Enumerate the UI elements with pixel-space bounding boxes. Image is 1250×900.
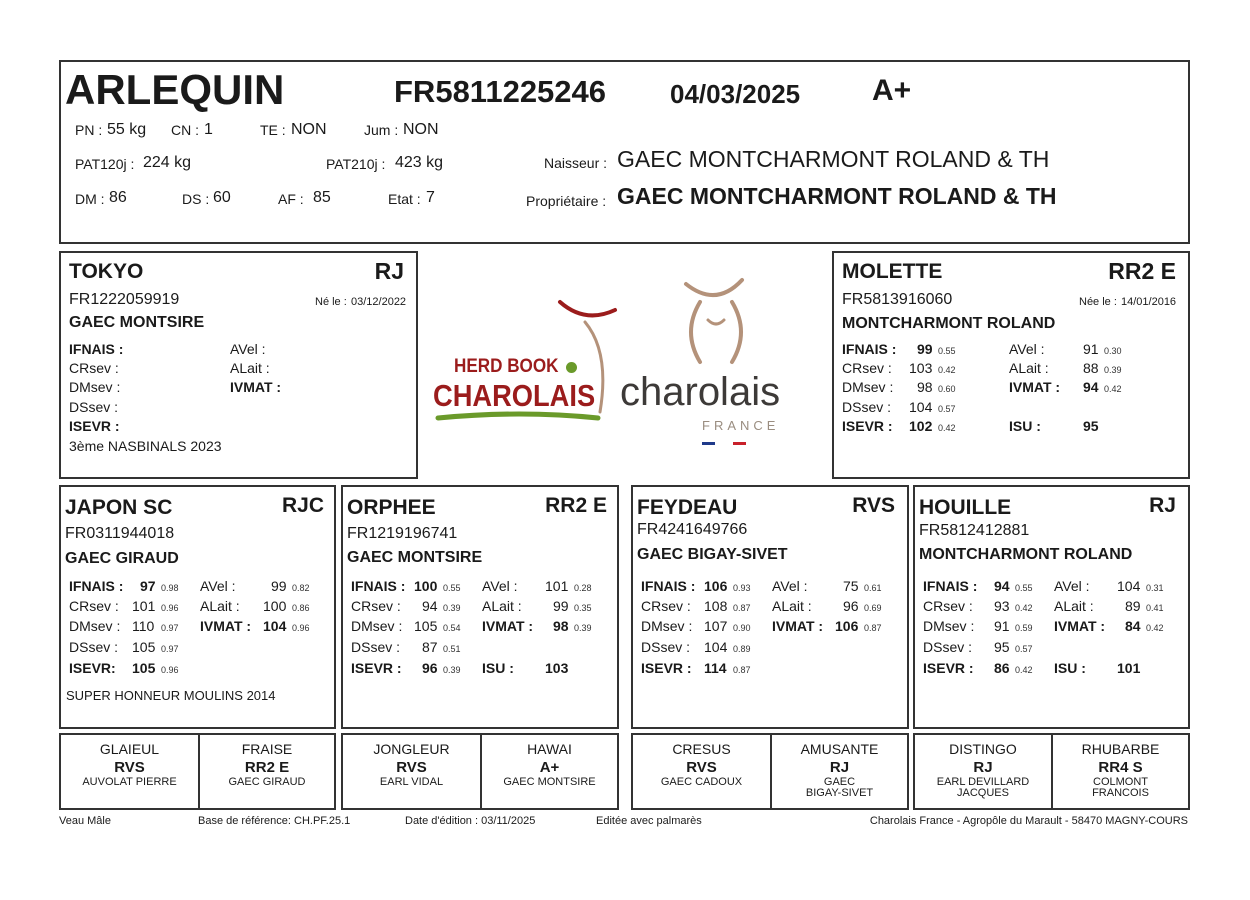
dam-isu: 95 (1083, 418, 1099, 434)
gp3-ifnais-cd: 0.93 (733, 583, 751, 593)
gp2-ivmat-label: IVMAT : (482, 618, 534, 634)
great-grandparents-group-4 (913, 733, 1190, 810)
dm-label: DM : (75, 191, 105, 207)
gp3-dmsev: 107 (704, 618, 728, 634)
gp3-dmsev-cd: 0.90 (733, 623, 751, 633)
sire-born-label: Né le : (315, 296, 347, 308)
gp2-alait: 99 (553, 598, 569, 614)
dam-dmsev: 98 (917, 379, 933, 395)
dam-owner: MONTCHARMONT ROLAND (842, 315, 1056, 332)
gp2-isu: 103 (545, 660, 569, 676)
ggp-code: A+ (539, 759, 560, 776)
gp3-isevr: 114 (704, 660, 727, 676)
gp1-crsev-cd: 0.96 (161, 603, 179, 613)
dam-card (832, 251, 1190, 479)
footer-sex: Veau Mâle (59, 815, 111, 827)
gp2-ifnais-cd: 0.55 (443, 583, 461, 593)
ggp-owner: AUVOLAT PIERRE (82, 776, 177, 788)
gp1-crsev-label: CRsev : (69, 598, 119, 614)
ggp-name: RHUBARBE (1081, 741, 1160, 757)
gp2-isevr: 96 (422, 660, 438, 676)
gp3-owner: GAEC BIGAY-SIVET (637, 546, 788, 563)
dm-value: 86 (109, 189, 127, 206)
gp3-code: RVS (852, 494, 895, 517)
animal-grade: A+ (872, 74, 912, 107)
gp2-dssev-label: DSsev : (351, 639, 401, 655)
herdbook-horns-icon (420, 262, 620, 442)
sire-isevr-label: ISEVR : (69, 418, 120, 434)
great-grandparents-group-1 (59, 733, 336, 810)
french-flag-icon (702, 442, 746, 445)
gp4-isu-label: ISU : (1054, 660, 1086, 676)
sire-alait-label: ALait : (230, 360, 270, 376)
sire-name: TOKYO (69, 260, 144, 283)
dam-id: FR5813916060 (842, 291, 953, 308)
gp1-dmsev-cd: 0.97 (161, 623, 179, 633)
logo-area (420, 262, 830, 472)
dam-crsev: 103 (909, 360, 933, 376)
gp4-isu: 101 (1117, 660, 1141, 676)
gp3-id: FR4241649766 (637, 521, 748, 538)
gp1-palmares: SUPER HONNEUR MOULINS 2014 (66, 688, 276, 703)
ggp-name: DISTINGO (949, 741, 1017, 757)
gp4-crsev-cd: 0.42 (1015, 603, 1033, 613)
pat210-value: 423 kg (395, 154, 444, 171)
gp1-ivmat-cd: 0.96 (292, 623, 310, 633)
gp4-avel: 104 (1117, 578, 1141, 594)
sire-palmares: 3ème NASBINALS 2023 (69, 438, 222, 454)
naisseur-label: Naisseur : (544, 155, 608, 171)
ggp-code: RJ (973, 759, 993, 776)
ggp-name: JONGLEUR (373, 741, 450, 757)
ggp-code: RJ (829, 759, 850, 776)
dam-dssev: 104 (909, 399, 933, 415)
gp3-crsev: 108 (704, 598, 728, 614)
ggp-cell-3 (343, 735, 482, 808)
dam-born: 14/01/2016 (1121, 296, 1177, 308)
ggp-cell-8 (1053, 735, 1188, 808)
charolais-france-logo (620, 262, 830, 462)
cn-value: 1 (204, 121, 213, 138)
gp4-dssev: 95 (994, 639, 1010, 655)
ggp-code: RVS (396, 759, 427, 776)
gp2-dssev-cd: 0.51 (443, 644, 461, 654)
ggp-owner: EARL DEVILLARD (936, 776, 1030, 788)
ds-label: DS : (182, 191, 210, 207)
herdbook-logo (420, 262, 620, 442)
ggp-cell-7 (915, 735, 1053, 808)
dam-dssev-cd: 0.57 (938, 404, 956, 414)
gp3-avel-cd: 0.61 (864, 583, 882, 593)
dam-ifnais: 99 (917, 341, 933, 357)
gp3-isevr-label: ISEVR : (641, 660, 692, 676)
ggp-name: GLAIEUL (99, 741, 160, 757)
dam-name: MOLETTE (842, 260, 943, 283)
proprietaire-label: Propriétaire : (526, 193, 607, 209)
dam-code: RR2 E (1108, 258, 1176, 284)
etat-value: 7 (426, 189, 435, 206)
gp3-crsev-label: CRsev : (641, 598, 691, 614)
dam-alait: 88 (1083, 360, 1099, 376)
af-value: 85 (313, 189, 331, 206)
dam-ivmat-label: IVMAT : (1009, 379, 1061, 395)
gp1-id: FR0311944018 (65, 525, 175, 542)
jum-value: NON (403, 121, 439, 138)
footer-palmares: Editée avec palmarès (596, 815, 702, 827)
gp4-ivmat: 84 (1125, 618, 1141, 634)
gp4-id: FR5812412881 (919, 522, 1030, 539)
ggp-cell-1 (61, 735, 200, 808)
ggp-owner: COLMONT (1093, 776, 1148, 788)
dam-crsev-label: CRsev : (842, 360, 892, 376)
gp2-avel-label: AVel : (482, 578, 518, 594)
gp2-dmsev-cd: 0.54 (443, 623, 461, 633)
sire-avel-label: AVel : (230, 341, 266, 357)
cn-label: CN : (171, 122, 199, 138)
gp1-alait: 100 (263, 598, 287, 614)
dam-ivmat: 94 (1083, 379, 1099, 395)
dam-isevr: 102 (909, 418, 933, 434)
sire-born: 03/12/2022 (351, 296, 407, 308)
dam-avel: 91 (1083, 341, 1099, 357)
gp3-dmsev-label: DMsev : (641, 618, 693, 634)
gp2-dmsev: 105 (414, 618, 438, 634)
gp2-ifnais-label: IFNAIS : (351, 578, 406, 594)
footer-organization: Charolais France - Agropôle du Marault - 58470 MAGNY-COURS (869, 815, 1188, 827)
gp2-id: FR1219196741 (347, 525, 458, 542)
grandparent-card-2 (341, 485, 619, 729)
pn-label: PN : (75, 122, 103, 138)
ggp-owner-line2: BIGAY-SIVET (805, 787, 874, 799)
animal-id: FR5811225246 (394, 74, 607, 109)
gp4-alait: 89 (1125, 598, 1141, 614)
dam-avel-label: AVel : (1009, 341, 1045, 357)
sire-dssev-label: DSsev : (69, 399, 119, 415)
ggp-owner: GAEC GIRAUD (228, 776, 306, 788)
gp4-ivmat-label: IVMAT : (1054, 618, 1106, 634)
gp3-ifnais: 106 (704, 578, 728, 594)
gp2-avel-cd: 0.28 (574, 583, 592, 593)
great-grandparents-group-3 (631, 733, 909, 810)
dam-isevr-cd: 0.42 (938, 423, 956, 433)
gp3-alait-cd: 0.69 (864, 603, 882, 613)
gp2-ivmat: 98 (553, 618, 569, 634)
gp4-ifnais-label: IFNAIS : (923, 578, 978, 594)
gp4-isevr-cd: 0.42 (1015, 665, 1033, 675)
gp2-crsev-label: CRsev : (351, 598, 401, 614)
pat120-value: 224 kg (143, 154, 192, 171)
gp4-dssev-label: DSsev : (923, 639, 973, 655)
dam-ifnais-cd: 0.55 (938, 346, 956, 356)
sire-id: FR1222059919 (69, 291, 180, 308)
naisseur-value: GAEC MONTCHARMONT ROLAND & TH (617, 146, 1050, 172)
gp4-ifnais: 94 (994, 578, 1010, 594)
sire-dmsev-label: DMsev : (69, 379, 121, 395)
footer-base: Base de référence: CH.PF.25.1 (198, 815, 351, 827)
ggp-name: CRESUS (672, 741, 731, 757)
footer-edition-date: Date d'édition : 03/11/2025 (405, 815, 536, 827)
gp2-dmsev-label: DMsev : (351, 618, 403, 634)
ggp-owner: GAEC CADOUX (660, 776, 743, 788)
ggp-name: FRAISE (241, 741, 293, 757)
charolais-horns-icon (620, 262, 830, 382)
gp1-avel: 99 (271, 578, 287, 594)
gp2-ivmat-cd: 0.39 (574, 623, 592, 633)
dam-dmsev-label: DMsev : (842, 379, 894, 395)
pat210-label: PAT210j : (326, 156, 386, 172)
dam-avel-cd: 0.30 (1104, 346, 1122, 356)
gp3-ivmat-label: IVMAT : (772, 618, 824, 634)
sire-crsev-label: CRsev : (69, 360, 119, 376)
te-value: NON (291, 121, 327, 138)
gp2-code: RR2 E (545, 494, 607, 517)
gp4-avel-label: AVel : (1054, 578, 1090, 594)
dam-ivmat-cd: 0.42 (1104, 384, 1122, 394)
gp1-ifnais: 97 (140, 578, 156, 594)
gp4-dmsev-cd: 0.59 (1015, 623, 1033, 633)
herdbook-dot-icon (566, 362, 577, 373)
etat-label: Etat : (388, 191, 421, 207)
ggp-code: RR4 S (1098, 759, 1143, 776)
ggp-cell-6 (772, 735, 907, 808)
ggp-cell-2 (200, 735, 334, 808)
great-grandparents-group-2 (341, 733, 619, 810)
ggp-cell-5 (633, 735, 772, 808)
ggp-owner-line2: JACQUES (957, 787, 1009, 799)
dam-dssev-label: DSsev : (842, 399, 892, 415)
gp2-owner: GAEC MONTSIRE (347, 549, 483, 566)
ggp-owner-line2: FRANCOIS (1092, 787, 1149, 799)
jum-label: Jum : (364, 122, 399, 138)
animal-date: 04/03/2025 (670, 79, 801, 109)
gp3-ivmat: 106 (835, 618, 859, 634)
herdbook-line2: CHAROLAIS (433, 378, 596, 413)
ggp-code: RVS (114, 759, 145, 776)
sire-owner: GAEC MONTSIRE (69, 314, 205, 331)
gp4-alait-label: ALait : (1054, 598, 1094, 614)
gp1-crsev: 101 (132, 598, 156, 614)
dam-alait-label: ALait : (1009, 360, 1049, 376)
gp3-avel: 75 (843, 578, 859, 594)
af-label: AF : (278, 191, 304, 207)
gp1-isevr-label: ISEVR: (69, 660, 116, 676)
gp4-code: RJ (1149, 494, 1176, 517)
gp1-isevr: 105 (132, 660, 156, 676)
gp2-name: ORPHEE (347, 496, 436, 519)
gp1-avel-label: AVel : (200, 578, 236, 594)
gp1-dmsev: 110 (132, 618, 155, 634)
gp1-name: JAPON SC (65, 496, 173, 519)
pn-value: 55 kg (107, 121, 147, 138)
gp3-dssev-cd: 0.89 (733, 644, 751, 654)
gp4-ifnais-cd: 0.55 (1015, 583, 1033, 593)
gp2-crsev-cd: 0.39 (443, 603, 461, 613)
gp4-name: HOUILLE (919, 496, 1012, 519)
gp1-isevr-cd: 0.96 (161, 665, 179, 675)
gp2-crsev: 94 (422, 598, 438, 614)
gp4-owner: MONTCHARMONT ROLAND (919, 546, 1133, 563)
dam-dmsev-cd: 0.60 (938, 384, 956, 394)
gp2-alait-cd: 0.35 (574, 603, 592, 613)
sire-ivmat-label: IVMAT : (230, 379, 282, 395)
gp4-crsev: 93 (994, 598, 1010, 614)
ggp-cell-4 (482, 735, 617, 808)
gp4-dssev-cd: 0.57 (1015, 644, 1033, 654)
gp4-isevr-label: ISEVR : (923, 660, 974, 676)
gp2-isevr-cd: 0.39 (443, 665, 461, 675)
gp3-alait-label: ALait : (772, 598, 812, 614)
gp1-dmsev-label: DMsev : (69, 618, 121, 634)
dam-isevr-label: ISEVR : (842, 418, 893, 434)
gp1-ivmat: 104 (263, 618, 287, 634)
grandparent-card-4 (913, 485, 1190, 729)
te-label: TE : (260, 122, 286, 138)
ggp-code: RVS (686, 759, 717, 776)
animal-header (59, 60, 1190, 244)
gp4-isevr: 86 (994, 660, 1010, 676)
grandparent-card-1 (59, 485, 336, 729)
ggp-owner: GAEC (823, 776, 856, 788)
gp3-avel-label: AVel : (772, 578, 808, 594)
ds-value: 60 (213, 189, 231, 206)
gp1-ifnais-label: IFNAIS : (69, 578, 124, 594)
ggp-name: AMUSANTE (800, 741, 879, 757)
dam-isu-label: ISU : (1009, 418, 1041, 434)
gp1-owner: GAEC GIRAUD (65, 550, 179, 567)
dam-alait-cd: 0.39 (1104, 365, 1122, 375)
sire-code: RJ (374, 258, 404, 284)
gp3-crsev-cd: 0.87 (733, 603, 751, 613)
gp3-dssev-label: DSsev : (641, 639, 691, 655)
animal-name: ARLEQUIN (65, 66, 285, 113)
france-word: FRANCE (702, 418, 780, 433)
gp3-dssev: 104 (704, 639, 728, 655)
dam-crsev-cd: 0.42 (938, 365, 956, 375)
ggp-name: HAWAI (527, 741, 572, 757)
gp4-dmsev-label: DMsev : (923, 618, 975, 634)
gp1-ivmat-label: IVMAT : (200, 618, 252, 634)
gp1-code: RJC (281, 494, 324, 517)
gp2-avel: 101 (545, 578, 569, 594)
gp2-dssev: 87 (422, 639, 438, 655)
pat120-label: PAT120j : (75, 156, 135, 172)
charolais-word: charolais (620, 370, 781, 414)
gp1-ifnais-cd: 0.98 (161, 583, 179, 593)
grandparent-card-3 (631, 485, 909, 729)
dam-ifnais-label: IFNAIS : (842, 341, 897, 357)
ggp-owner: EARL VIDAL (379, 776, 444, 788)
gp4-ivmat-cd: 0.42 (1146, 623, 1164, 633)
gp4-alait-cd: 0.41 (1146, 603, 1164, 613)
gp2-isevr-label: ISEVR : (351, 660, 402, 676)
ggp-owner: GAEC MONTSIRE (503, 776, 596, 788)
gp2-isu-label: ISU : (482, 660, 514, 676)
ggp-code: RR2 E (244, 759, 290, 776)
gp1-alait-label: ALait : (200, 598, 240, 614)
gp1-dssev-label: DSsev : (69, 639, 119, 655)
gp4-crsev-label: CRsev : (923, 598, 973, 614)
gp2-ifnais: 100 (414, 578, 438, 594)
gp3-isevr-cd: 0.87 (733, 665, 751, 675)
gp1-avel-cd: 0.82 (292, 583, 310, 593)
gp3-ifnais-label: IFNAIS : (641, 578, 696, 594)
gp2-alait-label: ALait : (482, 598, 522, 614)
gp1-alait-cd: 0.86 (292, 603, 310, 613)
gp1-dssev-cd: 0.97 (161, 644, 179, 654)
gp3-name: FEYDEAU (637, 496, 738, 519)
gp1-dssev: 105 (132, 639, 156, 655)
gp3-alait: 96 (843, 598, 859, 614)
proprietaire-value: GAEC MONTCHARMONT ROLAND & TH (617, 183, 1057, 209)
sire-card (59, 251, 418, 479)
dam-born-label: Née le : (1079, 296, 1117, 308)
herdbook-line1: HERD BOOK (454, 356, 559, 377)
gp3-ivmat-cd: 0.87 (864, 623, 882, 633)
sire-ifnais-label: IFNAIS : (69, 341, 124, 357)
gp4-avel-cd: 0.31 (1146, 583, 1164, 593)
gp4-dmsev: 91 (994, 618, 1010, 634)
